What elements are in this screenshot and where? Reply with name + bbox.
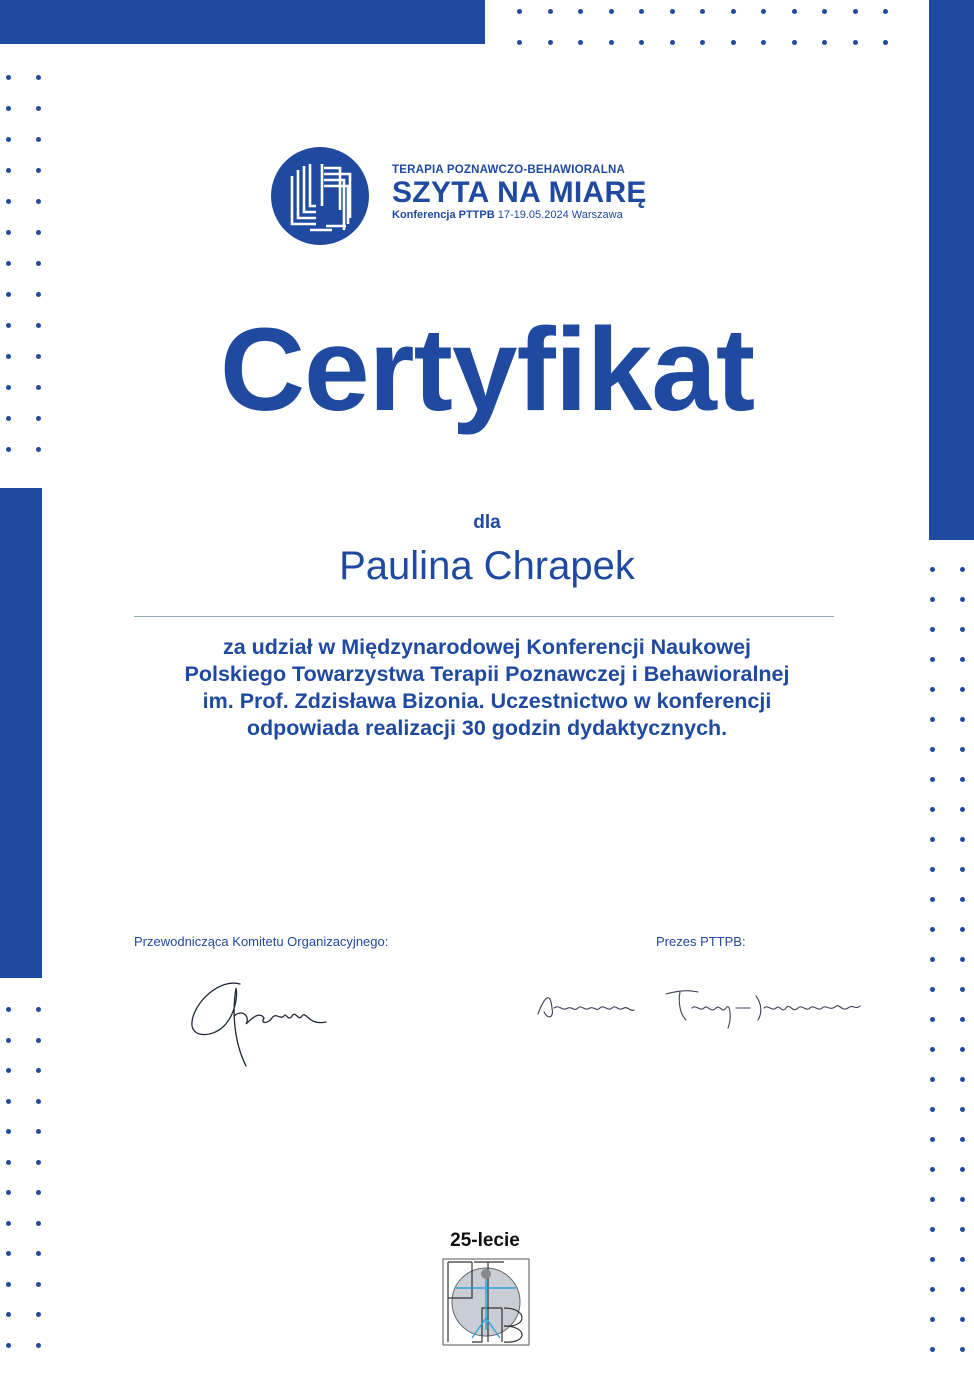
- decorative-dot: [822, 9, 827, 14]
- decorative-dot: [930, 1077, 935, 1082]
- certificate-description: [110, 634, 864, 742]
- decorative-dot: [930, 1017, 935, 1022]
- name-underline: [134, 616, 834, 617]
- decorative-dot: [6, 1251, 11, 1256]
- decorative-dot: [6, 199, 11, 204]
- decorative-dot: [6, 1007, 11, 1012]
- decorative-dot: [36, 1251, 41, 1256]
- right-side-bar: [929, 0, 974, 540]
- decorative-dot: [6, 1129, 11, 1134]
- decorative-dot: [36, 75, 41, 80]
- decorative-dot: [930, 1317, 935, 1322]
- decorative-dot: [36, 1190, 41, 1195]
- decorative-dot: [670, 40, 675, 45]
- decorative-dot: [6, 261, 11, 266]
- decorative-dot: [853, 40, 858, 45]
- decorative-dot: [36, 1282, 41, 1287]
- logo-conference-line: [392, 209, 722, 221]
- decorative-dot: [36, 230, 41, 235]
- decorative-dot: [883, 9, 888, 14]
- decorative-dot: [6, 137, 11, 142]
- decorative-dot: [6, 447, 11, 452]
- decorative-dot: [960, 1347, 965, 1352]
- decorative-dot: [36, 261, 41, 266]
- decorative-dot: [960, 657, 965, 662]
- decorative-dot: [930, 957, 935, 962]
- decorative-dot: [578, 40, 583, 45]
- decorative-dot: [960, 1317, 965, 1322]
- decorative-dot: [960, 1017, 965, 1022]
- decorative-dot: [700, 9, 705, 14]
- decorative-dot: [960, 1227, 965, 1232]
- description-line: za udział w Międzynarodowej Konferencji Naukowej: [222, 635, 752, 659]
- decorative-dot: [36, 199, 41, 204]
- decorative-dot: [6, 1312, 11, 1317]
- left-signature-label: Przewodnicząca Komitetu Organizacyjnego:: [134, 934, 389, 949]
- decorative-dot: [517, 9, 522, 14]
- decorative-dot: [960, 867, 965, 872]
- decorative-dot: [36, 1312, 41, 1317]
- decorative-dot: [6, 168, 11, 173]
- decorative-dot: [6, 292, 11, 297]
- decorative-dot: [960, 897, 965, 902]
- decorative-dot: [930, 927, 935, 932]
- decorative-dot: [960, 1197, 965, 1202]
- decorative-dot: [761, 9, 766, 14]
- decorative-dot: [960, 597, 965, 602]
- decorative-dot: [930, 1227, 935, 1232]
- logo-headline: SZYTA NA MIARĘ: [392, 176, 647, 209]
- decorative-dot: [960, 807, 965, 812]
- decorative-dot: [761, 40, 766, 45]
- decorative-dot: [960, 1077, 965, 1082]
- decorative-dot: [960, 627, 965, 632]
- decorative-dot: [853, 9, 858, 14]
- decorative-dot: [670, 9, 675, 14]
- decorative-dot: [930, 1287, 935, 1292]
- conference-logo: [270, 146, 710, 248]
- decorative-dot: [700, 40, 705, 45]
- decorative-dot: [639, 40, 644, 45]
- logo-kicker: TERAPIA POZNAWCZO-BEHAWIORALNA: [392, 164, 626, 176]
- decorative-dot: [960, 1137, 965, 1142]
- recipient-prefix: dla: [473, 512, 501, 533]
- decorative-dot: [960, 1257, 965, 1262]
- decorative-dot: [930, 627, 935, 632]
- decorative-dot: [883, 40, 888, 45]
- decorative-dot: [960, 1107, 965, 1112]
- right-signature-label: Prezes PTTPB:: [656, 934, 746, 949]
- decorative-dot: [6, 1160, 11, 1165]
- recipient-name: Paulina Chrapek: [339, 544, 635, 588]
- decorative-dot: [930, 597, 935, 602]
- decorative-dot: [792, 40, 797, 45]
- decorative-dot: [731, 9, 736, 14]
- description-line: Polskiego Towarzystwa Terapii Poznawczej i Behawioralnej: [184, 662, 790, 686]
- logo-conference-date: 17-19.05.2024 Warszawa: [494, 209, 623, 221]
- decorative-dot: [960, 1167, 965, 1172]
- decorative-dot: [36, 1099, 41, 1104]
- logo-conference-name: Konferencja PTTPB: [392, 209, 495, 221]
- decorative-dot: [36, 168, 41, 173]
- decorative-dot: [548, 9, 553, 14]
- decorative-dot: [6, 1099, 11, 1104]
- decorative-dot: [960, 927, 965, 932]
- decorative-dot: [6, 1068, 11, 1073]
- decorative-dot: [36, 1068, 41, 1073]
- decorative-dot: [36, 447, 41, 452]
- decorative-dot: [609, 40, 614, 45]
- decorative-dot: [36, 1160, 41, 1165]
- decorative-dot: [36, 1343, 41, 1348]
- decorative-dot: [639, 9, 644, 14]
- decorative-dot: [36, 137, 41, 142]
- right-signature: [530, 978, 890, 1038]
- decorative-dot: [36, 1007, 41, 1012]
- decorative-dot: [930, 897, 935, 902]
- decorative-dot: [930, 837, 935, 842]
- decorative-dot: [731, 40, 736, 45]
- decorative-dot: [36, 1129, 41, 1134]
- decorative-dot: [548, 40, 553, 45]
- decorative-dot: [822, 40, 827, 45]
- decorative-dot: [930, 867, 935, 872]
- decorative-dot: [930, 1107, 935, 1112]
- conference-logo-icon: [270, 146, 370, 246]
- decorative-dot: [930, 657, 935, 662]
- decorative-dot: [930, 1347, 935, 1352]
- decorative-dot: [930, 747, 935, 752]
- decorative-dot: [930, 987, 935, 992]
- decorative-dot: [960, 837, 965, 842]
- decorative-dot: [930, 1167, 935, 1172]
- decorative-dot: [36, 106, 41, 111]
- top-left-bar: [0, 0, 485, 44]
- decorative-dot: [517, 40, 522, 45]
- decorative-dot: [6, 75, 11, 80]
- decorative-dot: [6, 230, 11, 235]
- decorative-dot: [36, 1038, 41, 1043]
- decorative-dot: [6, 1038, 11, 1043]
- anniversary-label: 25-lecie: [450, 1230, 520, 1251]
- decorative-dot: [6, 1282, 11, 1287]
- certificate-title: Certyfikat: [219, 304, 755, 436]
- decorative-dot: [36, 292, 41, 297]
- decorative-dot: [960, 1047, 965, 1052]
- decorative-dot: [6, 1343, 11, 1348]
- decorative-dot: [930, 1047, 935, 1052]
- decorative-dot: [36, 1221, 41, 1226]
- decorative-dot: [930, 1197, 935, 1202]
- description-line: im. Prof. Zdzisława Bizonia. Uczestnictwo w konferencji: [202, 689, 772, 713]
- decorative-dot: [6, 1190, 11, 1195]
- decorative-dot: [578, 9, 583, 14]
- decorative-dot: [960, 717, 965, 722]
- decorative-dot: [960, 957, 965, 962]
- decorative-dot: [960, 687, 965, 692]
- decorative-dot: [960, 747, 965, 752]
- pttpb-emblem-icon: [442, 1258, 530, 1346]
- left-signature: [180, 972, 340, 1072]
- decorative-dot: [960, 1287, 965, 1292]
- description-line: odpowiada realizacji 30 godzin dydaktycznych.: [246, 716, 728, 740]
- decorative-dot: [6, 1221, 11, 1226]
- decorative-dot: [960, 987, 965, 992]
- decorative-dot: [930, 1257, 935, 1262]
- decorative-dot: [792, 9, 797, 14]
- decorative-dot: [6, 106, 11, 111]
- decorative-dot: [930, 717, 935, 722]
- decorative-dot: [609, 9, 614, 14]
- decorative-dot: [930, 807, 935, 812]
- decorative-dot: [930, 1137, 935, 1142]
- decorative-dot: [930, 777, 935, 782]
- decorative-dot: [930, 687, 935, 692]
- decorative-dot: [960, 777, 965, 782]
